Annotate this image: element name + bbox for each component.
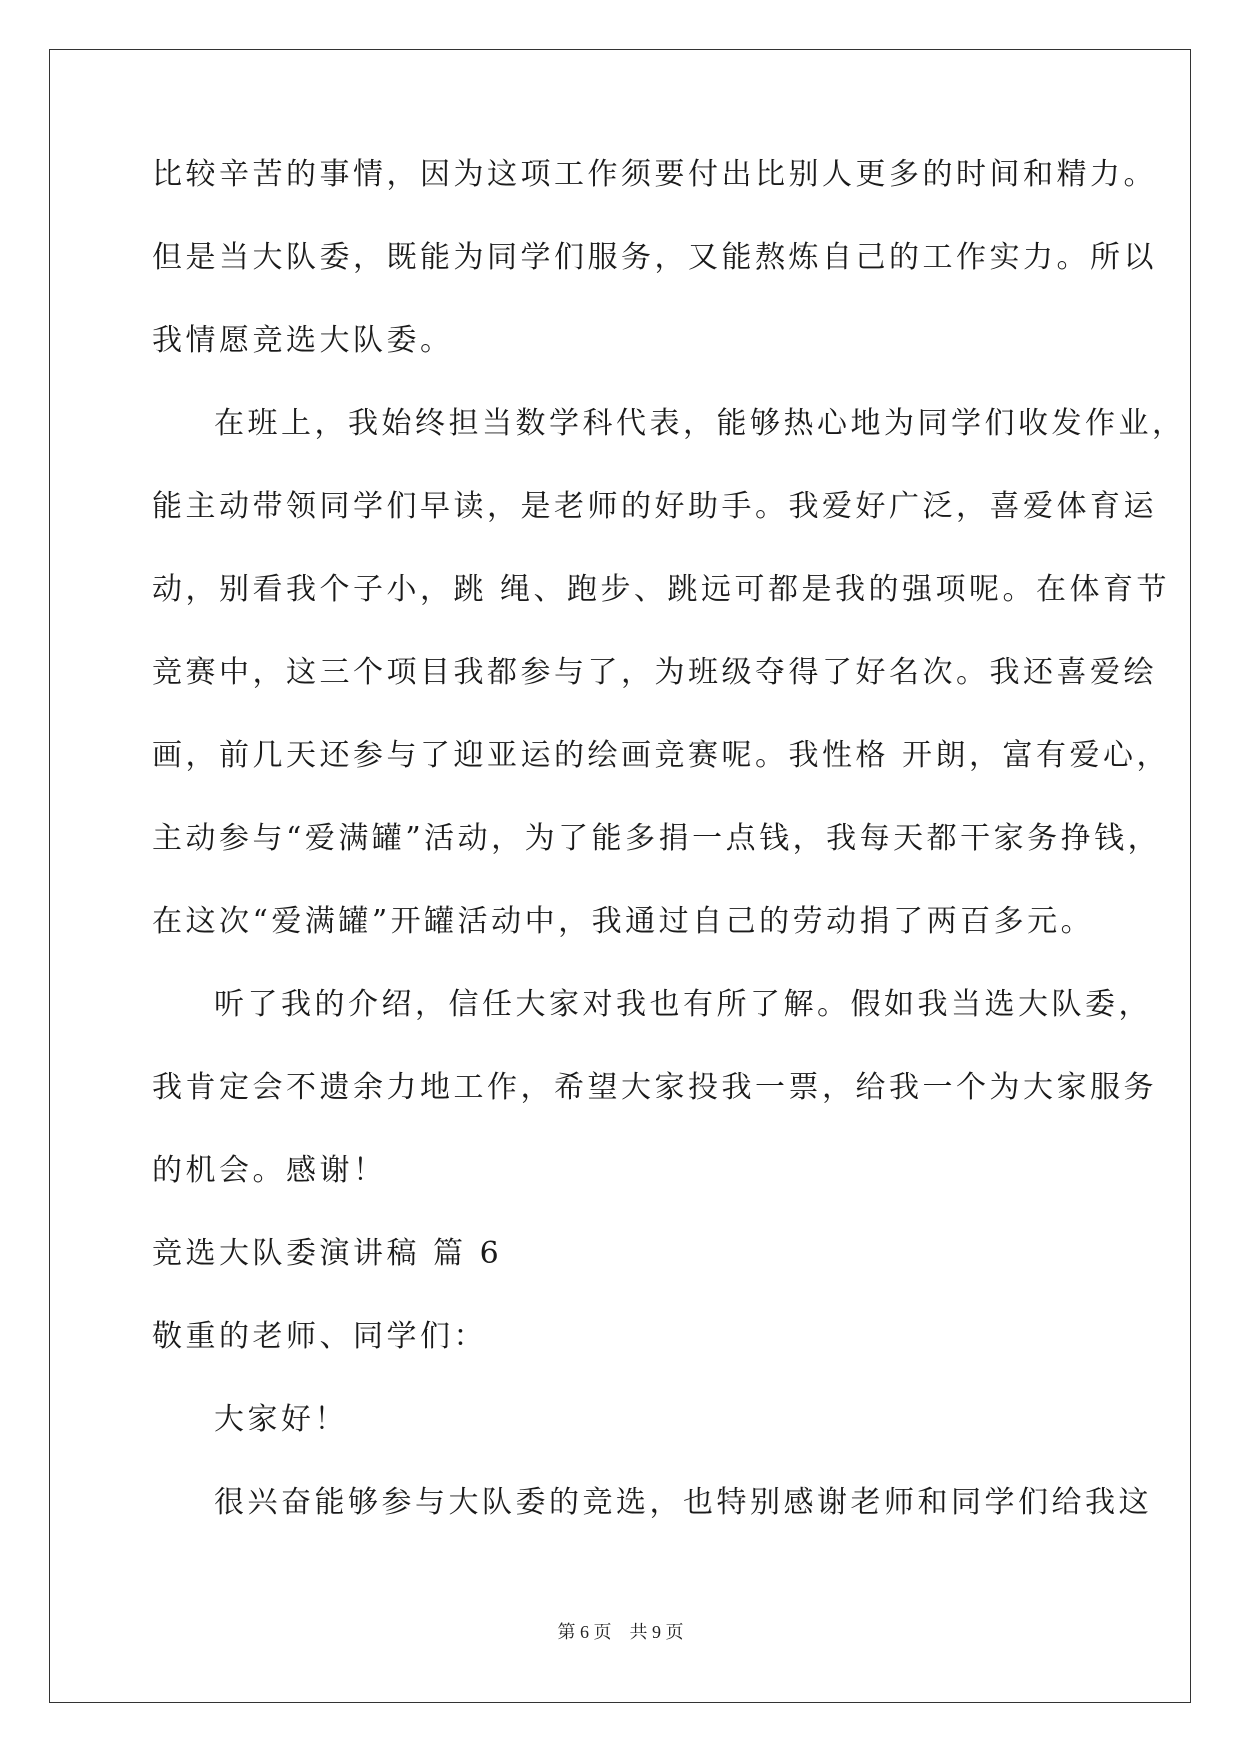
text-line: 我肯定会不遗余力地工作，希望大家投我一票，给我一个为大家服务: [152, 1070, 1157, 1105]
document-body: [152, 157, 1186, 1571]
page-footer: [0, 1622, 1241, 1642]
text-line: 在班上，我始终担当数学科代表，能够热心地为同学们收发作业，: [214, 406, 1186, 441]
text-line: 竞赛中，这三个项目我都参与了，为班级夺得了好名次。我还喜爱绘: [152, 655, 1157, 690]
text-line: 很兴奋能够参与大队委的竞选，也特别感谢老师和同学们给我这: [214, 1485, 1152, 1520]
section-heading: 竞选大队委演讲稿 篇 6: [152, 1236, 503, 1271]
salutation: 敬重的老师、同学们：: [152, 1319, 487, 1354]
text-line: 的机会。感谢！: [152, 1153, 387, 1188]
page-number: 第 6 页: [557, 1622, 612, 1642]
text-line: 动，别看我个子小，跳 绳、跑步、跳远可都是我的强项呢。在体育节: [152, 572, 1171, 607]
text-line: 在这次“爱满罐”开罐活动中，我通过自己的劳动捐了两百多元。: [152, 904, 1095, 939]
greeting: 大家好！: [214, 1402, 348, 1437]
text-line: 能主动带领同学们早读，是老师的好助手。我爱好广泛，喜爱体育运: [152, 489, 1157, 524]
text-line: 听了我的介绍，信任大家对我也有所了解。假如我当选大队委，: [214, 987, 1152, 1022]
page-total: 共 9 页: [629, 1622, 684, 1642]
text-line: 主动参与“爱满罐”活动，为了能多捐一点钱，我每天都干家务挣钱，: [152, 821, 1162, 856]
text-line: 但是当大队委，既能为同学们服务，又能熬炼自己的工作实力。所以: [152, 240, 1157, 275]
text-line: 比较辛苦的事情，因为这项工作须要付出比别人更多的时间和精力。: [152, 157, 1157, 192]
text-line: 画，前几天还参与了迎亚运的绘画竞赛呢。我性格 开朗，富有爱心，: [152, 738, 1171, 773]
text-line: 我情愿竞选大队委。: [152, 323, 454, 358]
